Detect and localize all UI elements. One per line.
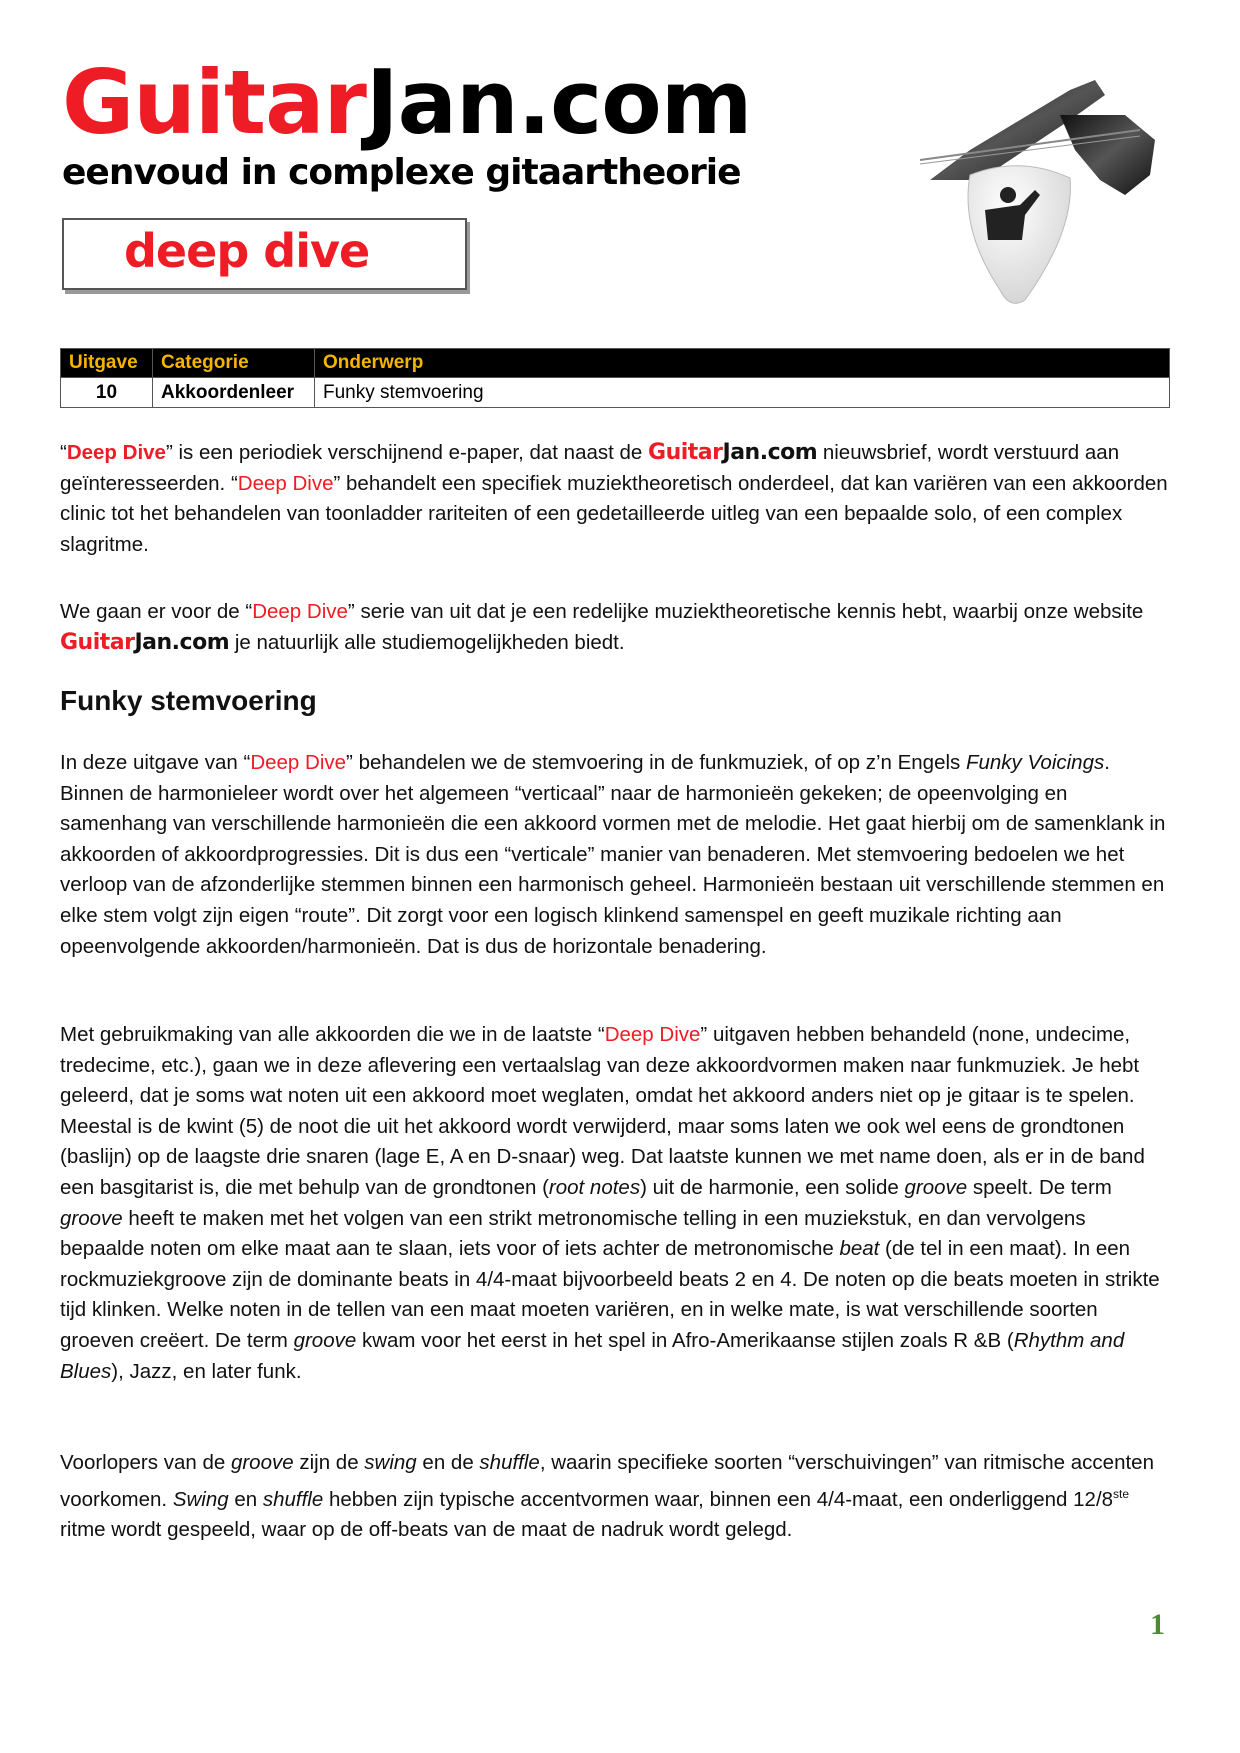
brand-deep-dive: Deep Dive	[250, 751, 347, 774]
italic-term: beat	[839, 1237, 880, 1261]
italic-term: Swing	[172, 1487, 229, 1511]
site-tagline: eenvoud in complexe gitaartheorie	[62, 152, 741, 193]
text: hebben zijn typische accentvormen waar, binnen een 4/4-maat, een onderliggend 12/8	[323, 1487, 1114, 1511]
section-paragraph-1	[60, 748, 1172, 962]
inline-logo-black: Jan.com	[722, 440, 818, 465]
italic-term: shuffle	[479, 1451, 540, 1474]
text: kwam voor het eerst in het spel in Afro-Amerikaanse stijlen zoals R &B (	[356, 1328, 1014, 1352]
header-categorie: Categorie	[153, 349, 315, 378]
text: , waarin specifieke soorten “verschuivingen” van ritmische accenten voorkomen.	[60, 1451, 1154, 1511]
inline-logo-red: Guitar	[60, 629, 135, 655]
text: ” uitgaven hebben behandeld (none, undecime, tredecime, etc.), gaan we in deze aflevering een vertaalslag van deze akkoordvormen maken naar funkmuziek. Je hebt geleerd, dat je soms wat noten uit een akkoord moet weglaten, omdat het akkoord anders niet op je gitaar is te spelen. Meestal is de kwint (5) de noot die uit het akkoord wordt verwijderd, maar soms laten we ook wel eens de grondtonen (baslijn) op de laagste drie snaren (lage E, A en D-snaar) weg. Dat laatste kunnen we met name doen, als er in de band een basgitarist is, die met behulp van de grondtonen (	[60, 1023, 1145, 1199]
header-onderwerp: Onderwerp	[315, 349, 1170, 378]
superscript: ste	[1113, 1486, 1130, 1501]
text: ” behandelen we de stemvoering in de funkmuziek, of op z’n Engels	[346, 751, 966, 774]
italic-term: groove	[293, 1328, 357, 1352]
italic-term: swing	[364, 1451, 417, 1474]
italic-term: root notes	[548, 1175, 641, 1199]
text: ) uit de harmonie, een solide	[640, 1175, 905, 1199]
issue-category: Akkoordenleer	[153, 378, 315, 408]
brand-deep-dive: Deep Dive	[604, 1023, 701, 1046]
text: (de tel in een maat). In een rockmuziekgroove zijn de dominante beats in 4/4-maat bijvoorbeeld beats 2 en 4. De noten op die beats moeten in strikte tijd klinken. Welke noten in de tellen van een maat moeten variëren, en in welke mate, is wat verschillende soorten groeven creëert. De term	[60, 1237, 1160, 1352]
text: . Binnen de harmonieleer wordt over het algemeen “verticaal” naar de harmonieën gekeken; de opeenvolging en samenhang van verschillende harmonieën die een akkoord vormen met de melodie. Het gaat hierbij om de samenklank in akkoorden of akkoordprogressies. Dit is dus een “verticale” manier van benaderen. Met stemvoering bedoelen we het verloop van de afzonderlijke stemmen binnen een harmonisch geheel. Harmonieën bestaan uit verschillende stemmen en elke stem volgt zijn eigen “route”. Dit zorgt voor een logisch klinkend samenspel en geeft muzikale richting aan opeenvolgende akkoorden/harmonieën. Dat is dus de horizontale benadering.	[60, 751, 1166, 958]
page-number: 1	[1150, 1608, 1165, 1641]
meta-row	[61, 378, 1170, 408]
text: en	[228, 1487, 263, 1511]
brand-deep-dive: Deep Dive	[66, 441, 166, 464]
inline-logo-black: Jan.com	[134, 629, 230, 655]
deep-dive-badge	[62, 218, 467, 290]
text: nieuwsbrief, wordt verstuurd aan geïnteresseerden. “	[60, 441, 1120, 495]
logo-text-jan: Jan.com	[365, 51, 752, 154]
brand-deep-dive: Deep Dive	[237, 471, 334, 495]
logo-text-guitar: Guitar	[62, 51, 366, 154]
text: In deze uitgave van “	[60, 751, 251, 774]
text: ritme wordt gespeeld, waar op de off-beats van de maat de nadruk wordt gelegd.	[60, 1518, 793, 1542]
inline-logo	[60, 630, 229, 655]
intro-paragraph-2	[60, 597, 1172, 658]
section-title: Funky stemvoering	[60, 685, 317, 716]
italic-term: Rhythm and Blues	[60, 1328, 1125, 1383]
text: je natuurlijk alle studiemogelijkheden biedt.	[229, 630, 625, 654]
text: speelt. De term	[967, 1175, 1112, 1199]
text: ” is een periodiek verschijnend e-paper, dat naast de	[165, 441, 649, 464]
section-paragraph-2	[60, 1020, 1172, 1387]
text: ” serie van uit dat je een redelijke muziektheoretische kennis hebt, waarbij onze website	[347, 600, 1144, 623]
text: Voorlopers van de	[60, 1451, 231, 1474]
section-paragraph-3	[60, 1448, 1172, 1546]
inline-logo-red: Guitar	[648, 440, 723, 465]
intro-paragraph-1	[60, 438, 1172, 560]
guitar-pick-icon	[900, 60, 1170, 320]
header-uitgave: Uitgave	[61, 349, 153, 378]
text: Met gebruikmaking van alle akkoorden die we in de laatste “	[60, 1023, 605, 1046]
italic-term: Funky Voicings	[965, 751, 1105, 774]
italic-term: groove	[230, 1451, 294, 1474]
meta-header-row	[61, 349, 1170, 378]
text: We gaan er voor de “	[60, 600, 253, 623]
site-logo	[62, 51, 752, 154]
text: ), Jazz, en later funk.	[111, 1359, 302, 1383]
brand-deep-dive: Deep Dive	[252, 600, 348, 623]
text: en de	[416, 1451, 480, 1474]
issue-subject: Funky stemvoering	[315, 378, 1170, 408]
text: heeft te maken met het volgen van een strikt metronomische telling in een muziekstuk, en dan vervolgens bepaalde noten om elke maat aan te slaan, iets voor of iets achter de metronomische	[60, 1206, 1086, 1261]
text: “	[60, 441, 67, 464]
italic-term: groove	[60, 1206, 123, 1230]
text: ” behandelt een specifiek muziektheoretisch onderdeel, dat kan variëren van een akkoorden clinic tot het behandelen van toonladder rariteiten of een gedetailleerde uitleg van een bepaalde solo, of een complex slagritme.	[60, 471, 1168, 556]
italic-term: groove	[904, 1175, 968, 1199]
text: zijn de	[293, 1451, 365, 1474]
italic-term: shuffle	[262, 1487, 324, 1511]
inline-logo	[648, 440, 817, 465]
issue-number: 10	[61, 378, 153, 408]
deep-dive-badge-label: deep dive	[124, 224, 370, 278]
issue-meta-table	[60, 348, 1170, 408]
